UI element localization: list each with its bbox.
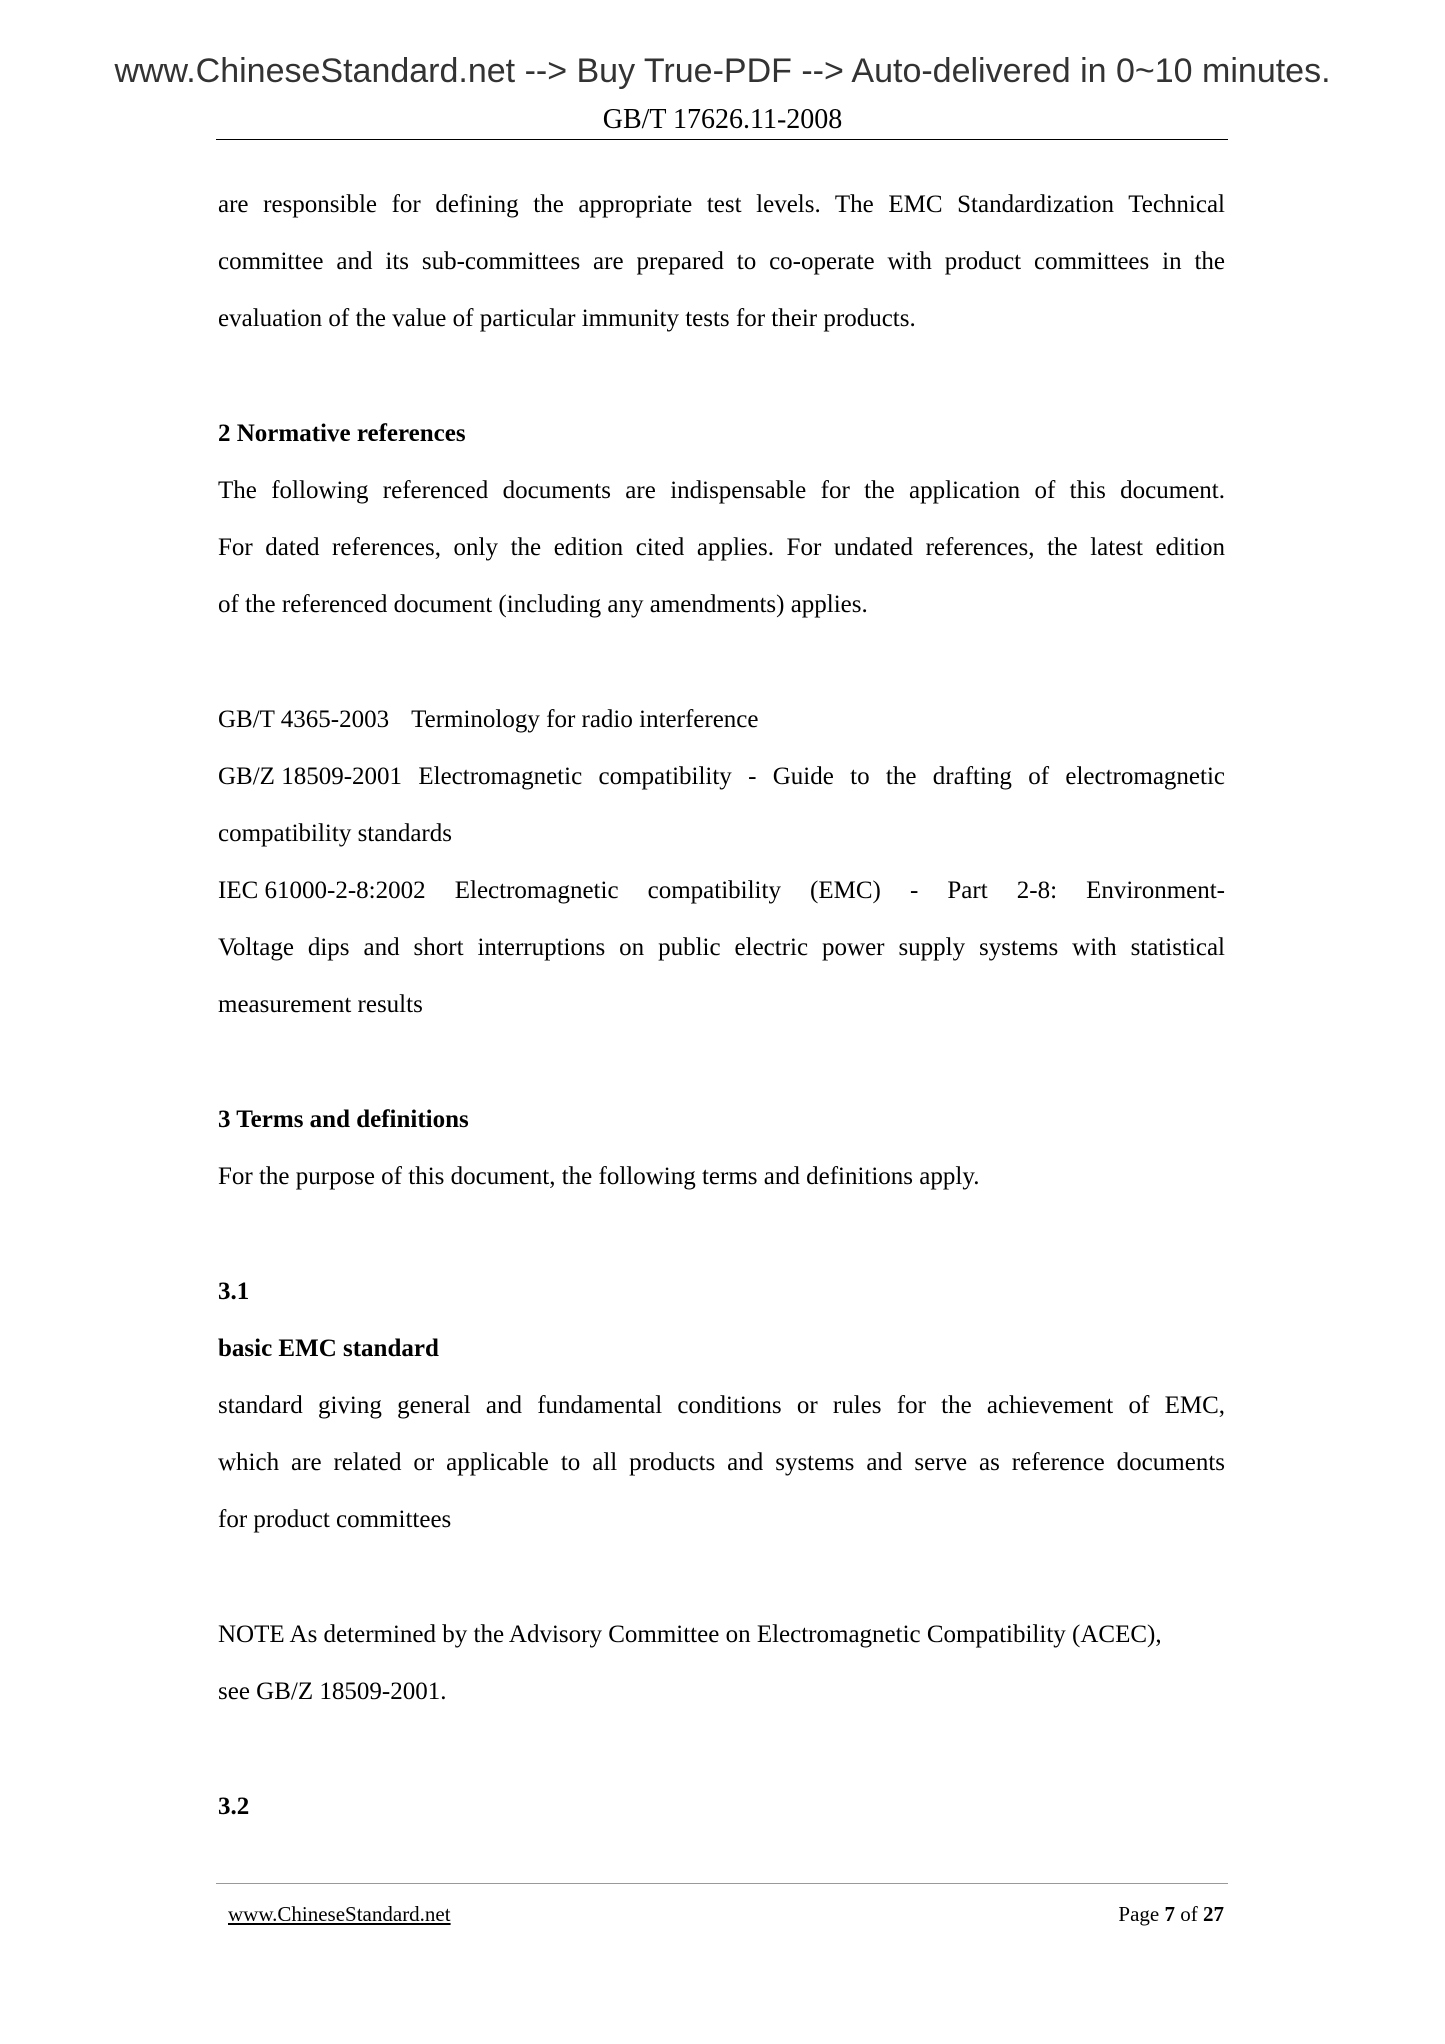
note-line: see GB/Z 18509-2001. xyxy=(218,1678,447,1705)
paragraph-line: of the referenced document (including any amendments) applies. xyxy=(218,591,868,618)
term-number: 3.2 xyxy=(218,1793,250,1820)
definition-line: for product committees xyxy=(218,1506,452,1533)
page-counter xyxy=(1118,1902,1224,1927)
reference-entry xyxy=(218,705,1225,735)
reference-title: Electromagnetic compatibility (EMC) - Part 2-8: Environment- xyxy=(454,877,1226,904)
reference-title: Electromagnetic compatibility - Guide to the drafting of electromagnetic xyxy=(418,763,1226,790)
paragraph-line: evaluation of the value of particular immunity tests for their products. xyxy=(218,305,916,332)
document-id: GB/T 17626.11-2008 xyxy=(602,104,843,135)
section-heading-2: 2 Normative references xyxy=(218,420,466,447)
section-heading-3: 3 Terms and definitions xyxy=(218,1106,469,1133)
promo-banner[interactable]: www.ChineseStandard.net --> Buy True-PDF --> Auto-delivered in 0~10 minutes. xyxy=(114,52,1331,90)
page-total: 27 xyxy=(1203,1902,1224,1926)
term-number: 3.1 xyxy=(218,1278,250,1305)
reference-entry xyxy=(218,762,1225,792)
page-number: 7 xyxy=(1164,1902,1175,1926)
reference-code: IEC 61000-2-8:2002 xyxy=(218,877,426,904)
reference-code: GB/T 4365-2003 xyxy=(218,706,390,733)
definition-line: which are related or applicable to all products and systems and serve as reference documents xyxy=(218,1449,1225,1476)
reference-title-cont: compatibility standards xyxy=(218,820,452,847)
reference-entry xyxy=(218,876,1225,906)
reference-title-cont: measurement results xyxy=(218,991,423,1018)
footer-site-link[interactable]: www.ChineseStandard.net xyxy=(228,1902,451,1926)
term-name: basic EMC standard xyxy=(218,1335,439,1362)
of-label: of xyxy=(1180,1902,1198,1926)
reference-title-cont: Voltage dips and short interruptions on public electric power supply systems with statistical xyxy=(218,934,1225,961)
paragraph-line: are responsible for defining the appropriate test levels. The EMC Standardization Technical xyxy=(218,191,1225,218)
paragraph-line: committee and its sub-committees are prepared to co-operate with product committees in the xyxy=(218,248,1225,275)
paragraph-line: The following referenced documents are indispensable for the application of this document. xyxy=(218,477,1225,504)
header-divider xyxy=(216,139,1228,140)
paragraph-line: For the purpose of this document, the following terms and definitions apply. xyxy=(218,1163,980,1190)
footer-divider xyxy=(216,1883,1228,1884)
page-label: Page xyxy=(1118,1902,1160,1926)
note-line: NOTE As determined by the Advisory Committee on Electromagnetic Compatibility (ACEC), xyxy=(218,1621,1162,1648)
paragraph-line: For dated references, only the edition cited applies. For undated references, the latest edition xyxy=(218,534,1225,561)
reference-title: Terminology for radio interference xyxy=(411,706,759,733)
reference-code: GB/Z 18509-2001 xyxy=(218,763,403,790)
definition-line: standard giving general and fundamental conditions or rules for the achievement of EMC, xyxy=(218,1392,1225,1419)
